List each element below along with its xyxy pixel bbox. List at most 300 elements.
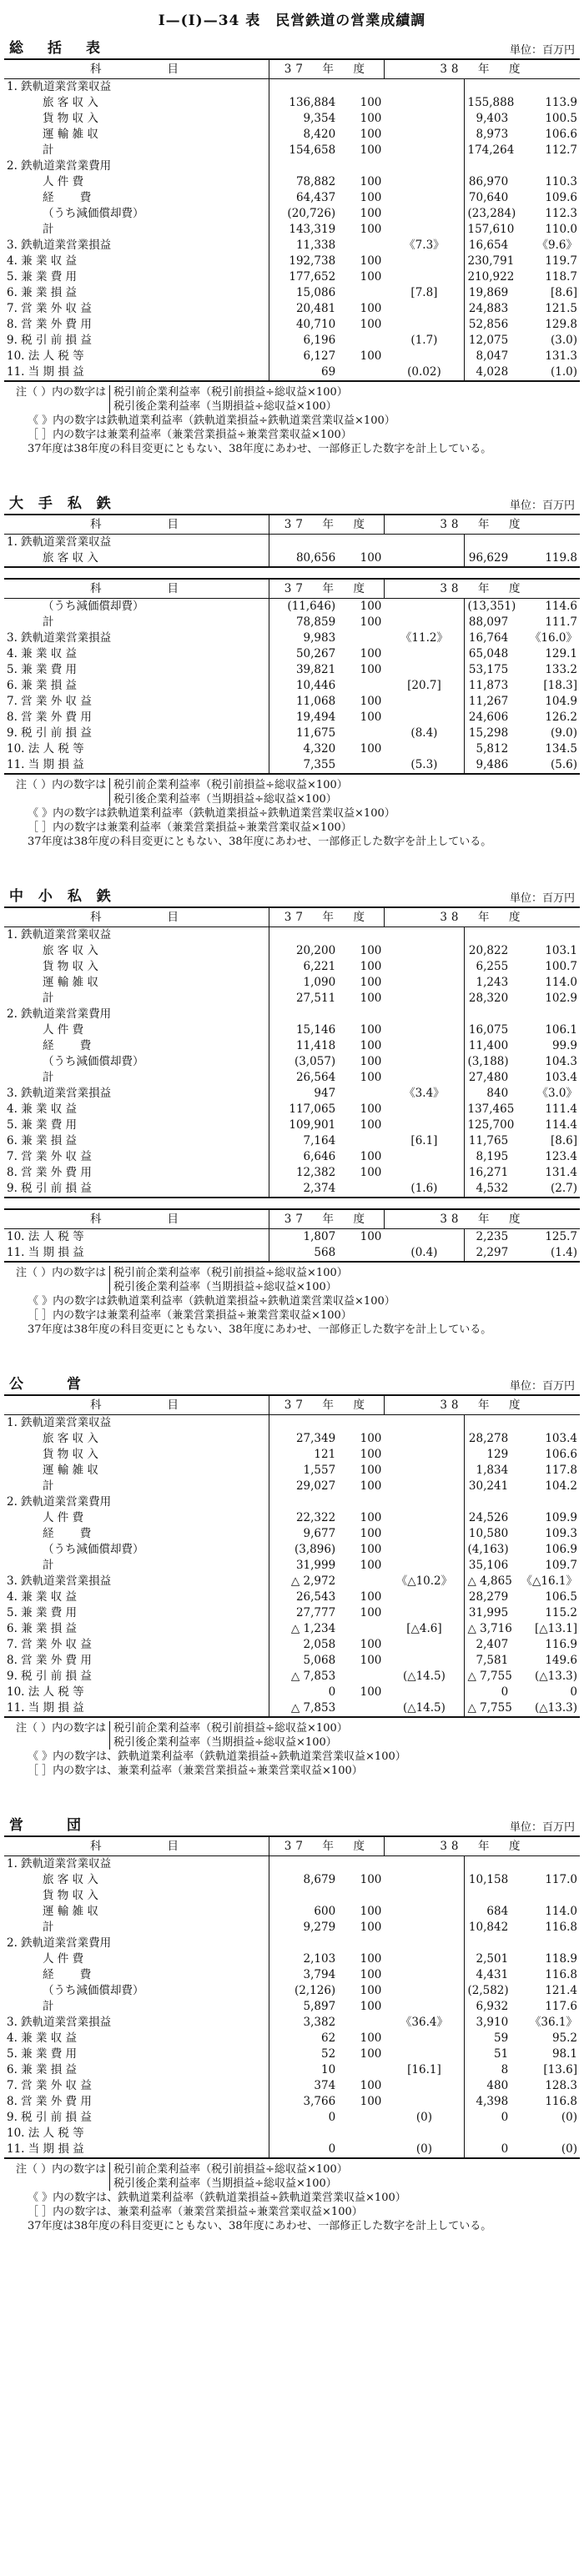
table-row bbox=[4, 757, 580, 774]
row-label: 旅 客 収 入 bbox=[4, 550, 269, 567]
fy37-index: 100 bbox=[338, 550, 384, 567]
fy37-index: 100 bbox=[360, 1039, 382, 1052]
row-label: 運 輸 雑 収 bbox=[4, 1463, 269, 1479]
fy37-index: 100 bbox=[360, 1023, 382, 1037]
fy38-index-or-ratio: 100.7 bbox=[545, 960, 577, 973]
footnote-text: 《 》内の数字は鉄軌道業利益率（鉄軌道業損益÷鉄軌道業営業収益×100） bbox=[28, 1295, 395, 1308]
fy37-ratio: (0.02) bbox=[384, 364, 465, 381]
fy38-index-or-ratio: (△13.3) bbox=[535, 1670, 577, 1683]
fy37-ratio: (5.3) bbox=[384, 757, 465, 774]
table-row bbox=[4, 1856, 580, 1873]
row-label: 3. 鉄軌道業営業損益 bbox=[4, 1086, 269, 1102]
fy37-value: 117,065 bbox=[289, 1102, 336, 1116]
fy38-value: 10,158 bbox=[468, 1873, 509, 1886]
fy38-index-or-ratio: 115.2 bbox=[545, 1606, 577, 1619]
fy38-value: 8,047 bbox=[476, 349, 509, 363]
table-row bbox=[4, 79, 580, 96]
fy38-value: 96,629 bbox=[465, 550, 511, 567]
fy38-value: 53,175 bbox=[468, 663, 509, 676]
fy37-ratio bbox=[384, 599, 465, 615]
fy37-ratio bbox=[384, 301, 465, 317]
row-label: 運 輸 雑 収 bbox=[4, 127, 269, 143]
table-row bbox=[4, 710, 580, 726]
fy38-value bbox=[465, 1936, 511, 1951]
footnote-text: 税引前企業利益率（税引前損益÷総収益×100） bbox=[113, 386, 348, 399]
fy37-ratio bbox=[384, 1229, 465, 1246]
fy38-index-or-ratio: (0) bbox=[511, 2142, 580, 2158]
table-row bbox=[4, 1102, 580, 1117]
fy38-value: 174,264 bbox=[467, 143, 515, 157]
fy37-value bbox=[269, 1936, 338, 1951]
fy38-index-or-ratio: 《△16.1》 bbox=[521, 1574, 577, 1588]
fy38-value: 155,888 bbox=[467, 96, 515, 109]
fy38-index-or-ratio: 111.7 bbox=[545, 615, 577, 629]
fy37-ratio: (0) bbox=[384, 2142, 465, 2158]
fy37-ratio bbox=[384, 646, 465, 662]
table-row bbox=[4, 1431, 580, 1447]
fy37-ratio bbox=[384, 694, 465, 710]
fy37-index bbox=[338, 1415, 384, 1432]
table-row bbox=[4, 1447, 580, 1463]
fy37-index: 100 bbox=[360, 695, 382, 708]
fy37-ratio bbox=[384, 158, 465, 174]
fy38-value bbox=[465, 927, 511, 944]
fy37-index bbox=[338, 1700, 384, 1717]
fy38-index-or-ratio: 110.3 bbox=[545, 175, 577, 188]
footnote-lead: 注（ ）内の数字は bbox=[16, 2163, 107, 2176]
fy38-value: △ 7,755 bbox=[467, 1670, 512, 1683]
fy37-index: 100 bbox=[360, 349, 382, 363]
fy37-ratio: [16.1] bbox=[384, 2062, 465, 2078]
table-row bbox=[4, 615, 580, 630]
table-row bbox=[4, 1872, 580, 1888]
unit-label: 単位：百万円 bbox=[509, 1821, 575, 1834]
fy38-index-or-ratio: 109.9 bbox=[545, 1511, 577, 1524]
row-label: 4. 兼 業 収 益 bbox=[4, 1102, 269, 1117]
fy38-index-or-ratio: 121.4 bbox=[545, 1984, 577, 1997]
fy38-index-or-ratio: 《36.1》 bbox=[529, 2016, 577, 2029]
table-row bbox=[4, 1653, 580, 1669]
fy38-value: 2,235 bbox=[476, 1230, 509, 1243]
row-label: 9. 税 引 前 損 益 bbox=[4, 726, 269, 741]
fy38-value: 4,398 bbox=[476, 2095, 509, 2108]
table-row bbox=[4, 678, 580, 694]
fy37-value: 1,090 bbox=[303, 976, 336, 989]
fy37-index bbox=[338, 158, 384, 174]
fy38-index-or-ratio: 110.0 bbox=[545, 223, 577, 236]
fy38-value: 157,610 bbox=[467, 223, 515, 236]
fy37-ratio: (8.4) bbox=[384, 726, 465, 741]
fy38-value: 65,048 bbox=[468, 647, 509, 660]
fy37-ratio bbox=[384, 1589, 465, 1605]
fy38-index-or-ratio bbox=[511, 1936, 580, 1951]
footnote-lead: 注（ ）内の数字は bbox=[16, 1267, 107, 1279]
fy37-value bbox=[269, 1494, 338, 1510]
fy38-value: 1,834 bbox=[476, 1464, 509, 1477]
fy37-index bbox=[338, 535, 384, 551]
table-row bbox=[4, 1181, 580, 1198]
fy37-value: 11,068 bbox=[295, 695, 336, 708]
row-label: 経 費 bbox=[4, 1526, 269, 1542]
row-label: 7. 営 業 外 収 益 bbox=[4, 1637, 269, 1653]
fy37-ratio: 《11.2》 bbox=[384, 630, 465, 646]
fy37-value: 11,418 bbox=[295, 1039, 336, 1052]
row-label: 貨 物 収 入 bbox=[4, 1888, 269, 1904]
fy37-index bbox=[338, 1936, 384, 1951]
fy37-index bbox=[338, 79, 384, 96]
fy37-index bbox=[338, 2126, 384, 2142]
fy38-index-or-ratio: 106.1 bbox=[545, 1023, 577, 1037]
fy37-index: 100 bbox=[360, 1527, 382, 1540]
table-row bbox=[4, 1526, 580, 1542]
table-row bbox=[4, 1637, 580, 1653]
fy38-index-or-ratio: 109.3 bbox=[545, 1527, 577, 1540]
fy38-value: 2,501 bbox=[476, 1952, 509, 1966]
fy37-ratio: (△14.5) bbox=[384, 1669, 465, 1685]
fy38-index-or-ratio: 119.7 bbox=[545, 254, 577, 268]
row-label: 8. 営 業 外 費 用 bbox=[4, 1653, 269, 1669]
fy37-ratio: (1.6) bbox=[384, 1181, 465, 1198]
row-label: 6. 兼 業 損 益 bbox=[4, 1133, 269, 1149]
table-row bbox=[4, 1415, 580, 1432]
row-label: 人 件 費 bbox=[4, 1022, 269, 1038]
table-row bbox=[4, 254, 580, 269]
table-row bbox=[4, 158, 580, 174]
fy37-index: 100 bbox=[360, 1511, 382, 1524]
fy37-index: 100 bbox=[360, 1654, 382, 1667]
fy37-value bbox=[269, 1007, 338, 1022]
table-row bbox=[4, 1589, 580, 1605]
fy38-index-or-ratio: 103.1 bbox=[545, 944, 577, 957]
fy38-index-or-ratio: [8.6] bbox=[550, 286, 577, 299]
table-row bbox=[4, 238, 580, 254]
fy38-value: 9,403 bbox=[476, 112, 509, 125]
fy37-ratio bbox=[384, 1415, 465, 1432]
column-header-item: 科 目 bbox=[4, 1209, 269, 1229]
table-row bbox=[4, 694, 580, 710]
fy37-index: 100 bbox=[360, 143, 382, 157]
fy37-index: 100 bbox=[360, 1432, 382, 1445]
fy37-value: 19,494 bbox=[295, 711, 336, 724]
row-label: 2. 鉄軌道業営業費用 bbox=[4, 1007, 269, 1022]
table-row bbox=[4, 269, 580, 285]
fy38-value: 16,271 bbox=[468, 1166, 509, 1179]
row-label: 10. 法 人 税 等 bbox=[4, 349, 269, 364]
fy38-index-or-ratio: (2.7) bbox=[511, 1181, 580, 1198]
fy37-ratio bbox=[384, 1951, 465, 1967]
fy37-ratio bbox=[384, 1983, 465, 1999]
fy37-index: 100 bbox=[360, 1968, 382, 1981]
fy37-ratio bbox=[384, 79, 465, 96]
table-row bbox=[4, 1951, 580, 1967]
fy37-value: 4,320 bbox=[303, 742, 336, 756]
fy37-value: 2,058 bbox=[303, 1638, 336, 1651]
fy38-value: 8,973 bbox=[476, 128, 509, 141]
fy37-index: 100 bbox=[360, 223, 382, 236]
table-row bbox=[4, 1494, 580, 1510]
fy37-value: 69 bbox=[269, 364, 338, 381]
fy38-index-or-ratio: 118.9 bbox=[545, 1952, 577, 1966]
fy37-index: 100 bbox=[360, 944, 382, 957]
financial-table bbox=[4, 1835, 580, 2159]
fy37-index: 100 bbox=[360, 1685, 382, 1699]
row-label: 9. 税 引 前 損 益 bbox=[4, 2110, 269, 2126]
footnote-text: 税引後企業利益率（当期損益÷総収益×100） bbox=[113, 400, 337, 413]
fy37-index: 100 bbox=[360, 647, 382, 660]
fy38-index-or-ratio: 《3.0》 bbox=[536, 1087, 577, 1100]
fy37-index bbox=[338, 630, 384, 646]
fy37-value: 15,146 bbox=[295, 1023, 336, 1037]
page-title: Ⅰ—(Ⅰ)—34 表 民営鉄道の営業成績調 bbox=[158, 13, 426, 29]
fy37-ratio bbox=[384, 1685, 465, 1700]
fy37-index: 100 bbox=[360, 1590, 382, 1604]
fy38-value: 28,279 bbox=[468, 1590, 509, 1604]
fy37-ratio bbox=[384, 1856, 465, 1873]
fy38-value: 28,320 bbox=[468, 992, 509, 1005]
row-label: 10. 法 人 税 等 bbox=[4, 741, 269, 757]
fy37-value: 6,221 bbox=[303, 960, 336, 973]
fy37-ratio bbox=[384, 1007, 465, 1022]
fy38-value bbox=[465, 1856, 511, 1873]
fy37-ratio bbox=[384, 1653, 465, 1669]
footnote-lead: 注（ ）内の数字は bbox=[16, 779, 107, 791]
fy37-ratio bbox=[384, 1526, 465, 1542]
row-label: 旅 客 収 入 bbox=[4, 95, 269, 111]
table-row bbox=[4, 111, 580, 127]
table-row bbox=[4, 2094, 580, 2110]
footnote-text: 税引後企業利益率（当期損益÷総収益×100） bbox=[113, 2177, 337, 2190]
fy37-ratio bbox=[384, 1447, 465, 1463]
fy37-ratio bbox=[384, 254, 465, 269]
row-label: 7. 営 業 外 収 益 bbox=[4, 2078, 269, 2094]
fy38-value: 840 bbox=[486, 1087, 509, 1100]
fy38-value: (4,163) bbox=[467, 1543, 509, 1556]
fy38-value: 230,791 bbox=[467, 254, 515, 268]
column-header-fy38: 38 年 度 bbox=[384, 1209, 580, 1229]
table-row bbox=[4, 2046, 580, 2062]
fy37-index bbox=[338, 757, 384, 774]
fy38-value: 24,883 bbox=[468, 302, 509, 315]
fy38-index-or-ratio bbox=[511, 1007, 580, 1022]
row-label: 3. 鉄軌道業営業損益 bbox=[4, 2015, 269, 2031]
fy38-value: 10,580 bbox=[468, 1527, 509, 1540]
fy37-index: 100 bbox=[360, 960, 382, 973]
row-label: 運 輸 雑 収 bbox=[4, 1904, 269, 1920]
footnote-text: 37年度は38年度の科目変更にともない、38年度にあわせ、一部修正した数字を計上している。 bbox=[28, 2220, 492, 2232]
footnotes bbox=[16, 385, 573, 456]
fy38-value: 9,486 bbox=[465, 757, 511, 774]
table-row bbox=[4, 1054, 580, 1070]
fy38-index-or-ratio: 106.9 bbox=[545, 1543, 577, 1556]
fy37-ratio: 《△10.2》 bbox=[384, 1574, 465, 1589]
fy37-value: 8,420 bbox=[303, 128, 336, 141]
table-row bbox=[4, 2078, 580, 2094]
fy38-value: 8,195 bbox=[476, 1150, 509, 1163]
unit-label: 単位：百万円 bbox=[509, 892, 575, 905]
fy37-value: 9,279 bbox=[303, 1921, 336, 1934]
fy37-value bbox=[269, 158, 338, 174]
row-label: 3. 鉄軌道業営業損益 bbox=[4, 1574, 269, 1589]
fy37-ratio bbox=[384, 2046, 465, 2062]
fy38-index-or-ratio bbox=[511, 1856, 580, 1873]
fy37-index: 100 bbox=[360, 2000, 382, 2013]
fy37-value: 192,738 bbox=[289, 254, 336, 268]
table-row bbox=[4, 1888, 580, 1904]
fy38-value: 4,532 bbox=[465, 1181, 511, 1198]
fy37-index: 100 bbox=[360, 318, 382, 331]
fy37-ratio bbox=[384, 127, 465, 143]
report-section bbox=[4, 491, 580, 849]
fy37-value: 26,543 bbox=[295, 1590, 336, 1604]
fy38-value: 0 bbox=[501, 1685, 509, 1699]
document-page bbox=[4, 8, 580, 2233]
fy37-ratio bbox=[384, 317, 465, 333]
financial-table bbox=[4, 514, 580, 568]
fy37-value: 947 bbox=[314, 1087, 336, 1100]
fy37-index bbox=[338, 1888, 384, 1904]
fy38-value: 86,970 bbox=[468, 175, 509, 188]
fy37-ratio: (0.4) bbox=[384, 1245, 465, 1262]
row-label: 10. 法 人 税 等 bbox=[4, 1229, 269, 1246]
fy38-value: 6,255 bbox=[476, 960, 509, 973]
footnote-lead: 注（ ）内の数字は bbox=[16, 1722, 107, 1735]
fy37-value: 121 bbox=[314, 1448, 336, 1461]
fy37-value: 64,437 bbox=[295, 191, 336, 204]
column-header-fy37: 37 年 度 bbox=[269, 1209, 384, 1229]
fy37-ratio: [6.1] bbox=[384, 1133, 465, 1149]
fy37-value: △ 7,853 bbox=[290, 1670, 336, 1683]
fy37-index: 100 bbox=[360, 1559, 382, 1572]
fy38-value bbox=[465, 1888, 511, 1904]
fy37-ratio bbox=[384, 2078, 465, 2094]
fy37-value: 11,338 bbox=[295, 239, 336, 252]
fy37-ratio bbox=[384, 1463, 465, 1479]
fy37-ratio: (1.7) bbox=[384, 333, 465, 349]
column-header-item: 科 目 bbox=[4, 907, 269, 927]
fy37-index bbox=[338, 1494, 384, 1510]
fy38-index-or-ratio: 116.8 bbox=[545, 1921, 577, 1934]
fy38-index-or-ratio bbox=[511, 1415, 580, 1432]
table-row bbox=[4, 959, 580, 975]
report-section bbox=[4, 884, 580, 1337]
fy38-index-or-ratio: 119.8 bbox=[511, 550, 580, 567]
fy38-value: 15,298 bbox=[468, 726, 509, 740]
fy37-ratio bbox=[384, 975, 465, 991]
fy38-index-or-ratio: 106.6 bbox=[545, 1448, 577, 1461]
fy37-index: 100 bbox=[360, 1071, 382, 1084]
fy38-index-or-ratio: 104.3 bbox=[545, 1055, 577, 1068]
fy37-index bbox=[338, 678, 384, 694]
row-label: 7. 営 業 外 収 益 bbox=[4, 1149, 269, 1165]
fy37-ratio bbox=[384, 991, 465, 1007]
fy37-ratio bbox=[384, 1936, 465, 1951]
fy38-value: 6,932 bbox=[476, 2000, 509, 2013]
fy38-index-or-ratio: 103.4 bbox=[545, 1432, 577, 1445]
fy37-index: 100 bbox=[360, 112, 382, 125]
footnote-text: 37年度は38年度の科目変更にともない、38年度にあわせ、一部修正した数字を計上している。 bbox=[28, 1323, 492, 1336]
fy37-value: △ 2,972 bbox=[290, 1574, 336, 1588]
row-label: 6. 兼 業 損 益 bbox=[4, 678, 269, 694]
fy38-value bbox=[465, 1494, 511, 1510]
fy38-index-or-ratio: 104.2 bbox=[545, 1479, 577, 1493]
table-row bbox=[4, 1022, 580, 1038]
fy37-value: △ 1,234 bbox=[290, 1622, 336, 1635]
fy38-value: 28,278 bbox=[468, 1432, 509, 1445]
fy38-value: 1,243 bbox=[476, 976, 509, 989]
footnote-text: ［ ］内の数字は兼業利益率（兼業営業損益÷兼業営業収益×100） bbox=[28, 821, 352, 834]
fy37-index: 100 bbox=[360, 1921, 382, 1934]
fy37-index bbox=[338, 1669, 384, 1685]
fy37-index: 100 bbox=[360, 2095, 382, 2108]
fy37-value: (2,126) bbox=[295, 1984, 336, 1997]
fy38-value: 30,241 bbox=[468, 1479, 509, 1493]
fy38-index-or-ratio: 117.0 bbox=[545, 1873, 577, 1886]
fy38-value bbox=[465, 535, 511, 551]
footnote-text: 税引前企業利益率（税引前損益÷総収益×100） bbox=[113, 2163, 348, 2176]
fy38-value: 51 bbox=[493, 2047, 509, 2061]
fy37-ratio bbox=[384, 174, 465, 190]
fy38-value: 20,822 bbox=[468, 944, 509, 957]
fy37-ratio bbox=[384, 1542, 465, 1558]
financial-table bbox=[4, 58, 580, 382]
fy37-ratio bbox=[384, 1431, 465, 1447]
fy37-index bbox=[338, 1181, 384, 1198]
fy38-value: 16,075 bbox=[468, 1023, 509, 1037]
fy38-value: (3,188) bbox=[467, 1055, 509, 1068]
row-label: 9. 税 引 前 損 益 bbox=[4, 1181, 269, 1198]
unit-label: 単位：百万円 bbox=[509, 1380, 575, 1393]
fy38-index-or-ratio: [8.6] bbox=[550, 1134, 577, 1147]
fy37-index: 100 bbox=[360, 1606, 382, 1619]
table-row bbox=[4, 1669, 580, 1685]
row-label: 1. 鉄軌道業営業収益 bbox=[4, 1856, 269, 1873]
fy38-value: 0 bbox=[465, 2142, 511, 2158]
fy37-ratio bbox=[384, 1117, 465, 1133]
table-row bbox=[4, 927, 580, 944]
fy38-index-or-ratio: (3.0) bbox=[550, 334, 577, 347]
row-label: 計 bbox=[4, 222, 269, 238]
footnote-text: 税引前企業利益率（税引前損益÷総収益×100） bbox=[113, 1267, 348, 1279]
fy37-index bbox=[338, 238, 384, 254]
fy37-index bbox=[338, 2110, 384, 2126]
fy38-index-or-ratio: 114.0 bbox=[545, 976, 577, 989]
fy37-ratio bbox=[384, 1967, 465, 1983]
fy37-value: 50,267 bbox=[295, 647, 336, 660]
row-label: 経 費 bbox=[4, 190, 269, 206]
financial-table bbox=[4, 578, 580, 775]
footnote-text: ［ ］内の数字は兼業利益率（兼業営業損益÷兼業営業収益×100） bbox=[28, 1309, 352, 1322]
fy38-index-or-ratio: 118.7 bbox=[545, 270, 577, 284]
row-label: 8. 営 業 外 費 用 bbox=[4, 1165, 269, 1181]
row-label: 計 bbox=[4, 143, 269, 158]
footnote-text: 税引後企業利益率（当期損益÷総収益×100） bbox=[113, 1281, 337, 1293]
footnote-text: 《 》内の数字は、鉄軌道業利益率（鉄軌道業損益÷鉄軌道業営業収益×100） bbox=[28, 1750, 406, 1763]
row-label: 経 費 bbox=[4, 1967, 269, 1983]
fy37-index: 100 bbox=[360, 1638, 382, 1651]
fy38-value: 4,028 bbox=[465, 364, 511, 381]
fy38-index-or-ratio bbox=[511, 2126, 580, 2142]
fy38-value: 16,654 bbox=[468, 239, 509, 252]
row-label: （うち減価償却費） bbox=[4, 1054, 269, 1070]
fy38-index-or-ratio: 114.0 bbox=[545, 1905, 577, 1918]
fy38-value: △ 4,865 bbox=[467, 1574, 512, 1588]
fy37-value: 62 bbox=[321, 2031, 336, 2045]
fy38-value: 70,640 bbox=[468, 191, 509, 204]
fy37-ratio bbox=[384, 206, 465, 222]
row-label: 2. 鉄軌道業営業費用 bbox=[4, 1494, 269, 1510]
footnotes bbox=[16, 778, 573, 849]
fy37-ratio bbox=[384, 111, 465, 127]
